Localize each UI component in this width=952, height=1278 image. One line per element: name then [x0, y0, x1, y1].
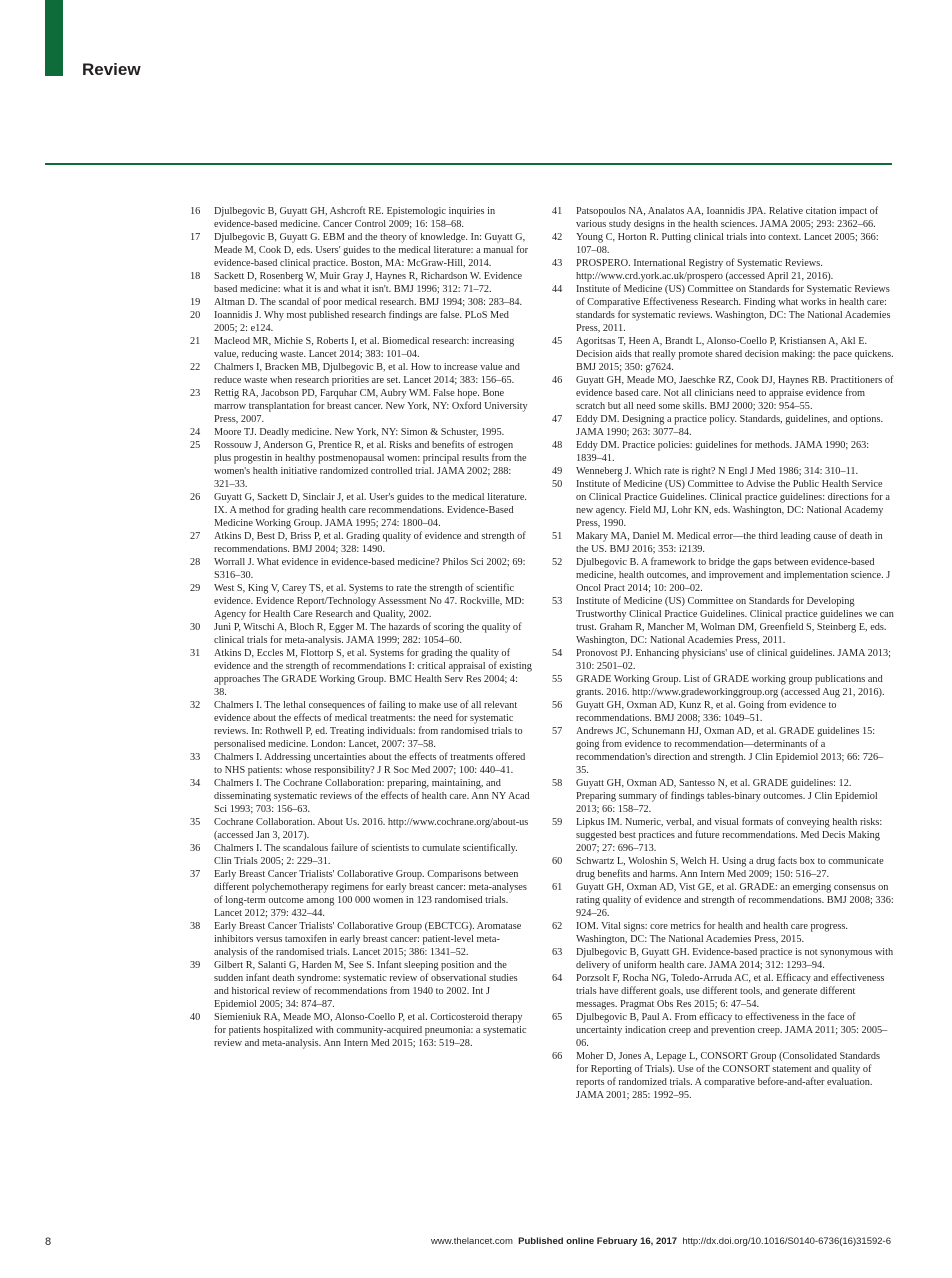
reference-text: Guyatt GH, Oxman AD, Vist GE, et al. GRADE: an emerging consensus on rating quality of evidence and strength of recommendations. BMJ 2008; 336: 924–26. — [576, 882, 894, 919]
reference-text: Guyatt GH, Meade MO, Jaeschke RZ, Cook DJ, Haynes RB. Practitioners of evidence based care. Not all clinicians need to appraise evidence from scratch but all need some skills. BMJ 2000; 320: 954–55. — [576, 375, 894, 412]
reference-text: Institute of Medicine (US) Committee to Advise the Public Health Service on Clinical Practice Guidelines. Clinical practice guidelines: directions for a new agency. Field MJ, Lohr KN, eds. Washington, DC: National Academy Press, 1990. — [576, 479, 890, 529]
reference-item — [190, 530, 532, 556]
reference-item — [190, 205, 532, 231]
reference-item — [552, 205, 894, 231]
reference-item — [552, 777, 894, 816]
reference-text: Rossouw J, Anderson G, Prentice R, et al. Risks and benefits of estrogen plus progestin in healthy postmenopausal women: principal results from the women's health initiative randomized controlled trial. JAMA 2002; 288: 321–33. — [214, 440, 527, 490]
reference-text: Djulbegovic B. A framework to bridge the gaps between evidence-based medicine, health outcomes, and improvement and implementation science. J Oncol Pract 2014; 10: 200–02. — [576, 557, 891, 594]
reference-text: Djulbegovic B, Paul A. From efficacy to effectiveness in the face of uncertainty indication creep and prevention creep. JAMA 2011; 305: 2005–06. — [576, 1012, 888, 1049]
reference-item — [190, 1011, 532, 1050]
reference-text: Gilbert R, Salanti G, Harden M, See S. Infant sleeping position and the sudden infant death syndrome: systematic review of observational studies and historical review of recommendations from 1940 to 2002. Int J Epidemiol 2005; 34: 874–87. — [214, 960, 518, 1010]
reference-number: 32 — [190, 700, 201, 711]
page-number: 8 — [45, 1236, 52, 1248]
reference-text: Andrews JC, Schunemann HJ, Oxman AD, et al. GRADE guidelines 15: going from evidence to recommendation—determinants of a recommendation's direction and strength. J Clin Epidemiol 2013; 66: 726–35. — [576, 726, 884, 776]
reference-item — [552, 413, 894, 439]
reference-item — [190, 842, 532, 868]
reference-item — [190, 556, 532, 582]
reference-item — [190, 582, 532, 621]
reference-item — [190, 621, 532, 647]
reference-item — [552, 816, 894, 855]
reference-item — [190, 959, 532, 1011]
reference-text: Makary MA, Daniel M. Medical error—the third leading cause of death in the US. BMJ 2016; 353: i2139. — [576, 531, 883, 555]
reference-number: 40 — [190, 1012, 201, 1023]
reference-item — [190, 777, 532, 816]
reference-text: Atkins D, Eccles M, Flottorp S, et al. Systems for grading the quality of evidence and the strength of recommendations I: critical appraisal of existing approaches The GRADE Working Group. BMC Health Serv Res 2004; 4: 38. — [214, 648, 532, 698]
reference-number: 25 — [190, 440, 201, 451]
reference-text: Altman D. The scandal of poor medical research. BMJ 1994; 308: 283–84. — [214, 297, 523, 308]
reference-number: 49 — [552, 466, 563, 477]
reference-text: IOM. Vital signs: core metrics for health and health care progress. Washington, DC: The National Academies Press, 2015. — [576, 921, 848, 945]
reference-text: Patsopoulos NA, Analatos AA, Ioannidis JPA. Relative citation impact of various study designs in the health sciences. JAMA 2005; 293: 2362–66. — [576, 206, 879, 230]
reference-item — [190, 816, 532, 842]
reference-text: Juni P, Witschi A, Bloch R, Egger M. The hazards of scoring the quality of clinical trials for meta-analysis. JAMA 1999; 282: 1054–60. — [214, 622, 522, 646]
reference-number: 53 — [552, 596, 563, 607]
reference-item — [552, 647, 894, 673]
reference-number: 51 — [552, 531, 563, 542]
reference-item — [552, 283, 894, 335]
reference-item — [552, 946, 894, 972]
reference-item — [190, 270, 532, 296]
reference-text: Cochrane Collaboration. About Us. 2016. http://www.cochrane.org/about-us (accessed Jan 3, 2017). — [214, 817, 529, 841]
reference-text: Moore TJ. Deadly medicine. New York, NY: Simon & Schuster, 1995. — [214, 427, 505, 438]
reference-text: Institute of Medicine (US) Committee on Standards for Systematic Reviews of Comparative Effectiveness Research. Finding what works in health care: standards for systematic reviews. Washington, DC: The National Academies Press, 2011. — [576, 284, 891, 334]
reference-text: Pronovost PJ. Enhancing physicians' use of clinical guidelines. JAMA 2013; 310: 2501–02. — [576, 648, 892, 672]
reference-item — [552, 530, 894, 556]
reference-number: 27 — [190, 531, 201, 542]
footer-citation — [431, 1236, 891, 1247]
reference-number: 18 — [190, 271, 201, 282]
reference-item — [552, 673, 894, 699]
reference-number: 42 — [552, 232, 563, 243]
footer-website[interactable]: www.thelancet.com — [431, 1236, 513, 1247]
reference-text: Guyatt GH, Oxman AD, Santesso N, et al. GRADE guidelines: 12. Preparing summary of findings tables-binary outcomes. J Clin Epidemiol 2013; 66: 158–72. — [576, 778, 878, 815]
references-left-column — [190, 205, 532, 1050]
reference-item — [190, 387, 532, 426]
reference-text: Macleod MR, Michie S, Roberts I, et al. Biomedical research: increasing value, reducing waste. Lancet 2014; 383: 101–04. — [214, 336, 515, 360]
reference-text: Eddy DM. Designing a practice policy. Standards, guidelines, and options. JAMA 1990; 263: 3077–84. — [576, 414, 884, 438]
reference-text: Agoritsas T, Heen A, Brandt L, Alonso-Coello P, Kristiansen A, Akl E. Decision aids that really promote shared decision making: the pace quickens. BMJ 2015; 350: g7624. — [576, 336, 894, 373]
reference-item — [552, 699, 894, 725]
reference-number: 44 — [552, 284, 563, 295]
reference-number: 21 — [190, 336, 201, 347]
reference-item — [190, 309, 532, 335]
reference-item — [190, 296, 532, 309]
reference-text: GRADE Working Group. List of GRADE working group publications and grants. 2016. http://www.gradeworkinggroup.org (accessed Aug 21, 2016). — [576, 674, 885, 698]
reference-text: Atkins D, Best D, Briss P, et al. Grading quality of evidence and strength of recommendations. BMJ 2004; 328: 1490. — [214, 531, 526, 555]
reference-number: 46 — [552, 375, 563, 386]
footer-doi[interactable]: http://dx.doi.org/10.1016/S0140-6736(16)31592-6 — [682, 1236, 891, 1247]
reference-text: Chalmers I, Bracken MB, Djulbegovic B, et al. How to increase value and reduce waste when research priorities are set. Lancet 2014; 383: 156–65. — [214, 362, 520, 386]
reference-text: Chalmers I. The lethal consequences of failing to make use of all relevant evidence about the effects of medical treatments: the need for systematic reviews. In: Rothwell P, ed. Treating individuals: from randomised trials to personalised medicine. London: Lancet, 2007: 37–58. — [214, 700, 523, 750]
reference-number: 52 — [552, 557, 563, 568]
reference-number: 65 — [552, 1012, 563, 1023]
reference-item — [552, 595, 894, 647]
reference-item — [552, 335, 894, 374]
reference-number: 60 — [552, 856, 563, 867]
reference-number: 50 — [552, 479, 563, 490]
reference-number: 39 — [190, 960, 201, 971]
reference-text: Moher D, Jones A, Lepage L, CONSORT Group (Consolidated Standards for Reporting of Trials). Use of the CONSORT statement and quality of reports of randomized trials. A comparative before-and-after evaluation. JAMA 2001; 285: 1992–95. — [576, 1051, 881, 1101]
reference-number: 16 — [190, 206, 201, 217]
reference-number: 57 — [552, 726, 563, 737]
reference-number: 34 — [190, 778, 201, 789]
reference-text: Wenneberg J. Which rate is right? N Engl J Med 1986; 314: 310–11. — [576, 466, 859, 477]
reference-item — [552, 257, 894, 283]
reference-text: Institute of Medicine (US) Committee on Standards for Developing Trustworthy Clinical Practice Guidelines. Clinical practice guidelines we can trust. Graham R, Mancher M, Wolman DM, Greenfield S, Steinberg E, eds. Washington, DC: National Academies Press, 2011. — [576, 596, 894, 646]
reference-text: Early Breast Cancer Trialists' Collaborative Group. Comparisons between different polychemotherapy regimens for early breast cancer: meta-analyses of long-term outcome among 100 000 women in 123 randomised trials. Lancet 2012; 379: 432–44. — [214, 869, 527, 919]
reference-item — [190, 335, 532, 361]
reference-item — [190, 361, 532, 387]
reference-item — [552, 972, 894, 1011]
reference-number: 38 — [190, 921, 201, 932]
reference-text: Eddy DM. Practice policies: guidelines for methods. JAMA 1990; 263: 1839–41. — [576, 440, 870, 464]
reference-number: 66 — [552, 1051, 563, 1062]
reference-number: 22 — [190, 362, 201, 373]
reference-number: 19 — [190, 297, 201, 308]
reference-number: 26 — [190, 492, 201, 503]
reference-text: Guyatt G, Sackett D, Sinclair J, et al. User's guides to the medical literature. IX. A method for grading health care recommendations. Evidence-Based Medicine Working Group. JAMA 1995; 274: 1800–04. — [214, 492, 527, 529]
reference-number: 58 — [552, 778, 563, 789]
reference-text: Schwartz L, Woloshin S, Welch H. Using a drug facts box to communicate drug benefits and harms. Ann Intern Med 2009; 150: 516–27. — [576, 856, 884, 880]
reference-text: Djulbegovic B, Guyatt G. EBM and the theory of knowledge. In: Guyatt G, Meade M, Cook D, eds. Users' guides to the medical literature: a manual for evidence-based clinical practice. Boston, MA: McGraw-Hill, 2014. — [214, 232, 529, 269]
reference-number: 55 — [552, 674, 563, 685]
reference-item — [552, 478, 894, 530]
reference-item — [190, 868, 532, 920]
reference-number: 23 — [190, 388, 201, 399]
reference-item — [552, 231, 894, 257]
accent-bar — [45, 0, 63, 76]
reference-number: 54 — [552, 648, 563, 659]
reference-text: Chalmers I. The scandalous failure of scientists to cumulate scientifically. Clin Trials 2005; 2: 229–31. — [214, 843, 518, 867]
reference-text: Djulbegovic B, Guyatt GH, Ashcroft RE. Epistemologic inquiries in evidence-based medicine. Cancer Control 2009; 16: 158–68. — [214, 206, 496, 230]
reference-number: 35 — [190, 817, 201, 828]
reference-text: West S, King V, Carey TS, et al. Systems to rate the strength of scientific evidence. Evidence Report/Technology Assessment No 47. Rockville, MD: Agency for Health Care Research and Quality, 2002. — [214, 583, 525, 620]
reference-number: 30 — [190, 622, 201, 633]
footer-published: Published online February 16, 2017 — [518, 1236, 678, 1247]
reference-number: 36 — [190, 843, 201, 854]
reference-number: 62 — [552, 921, 563, 932]
reference-number: 59 — [552, 817, 563, 828]
reference-number: 47 — [552, 414, 563, 425]
reference-number: 28 — [190, 557, 201, 568]
reference-number: 31 — [190, 648, 201, 659]
reference-number: 29 — [190, 583, 201, 594]
reference-text: Djulbegovic B, Guyatt GH. Evidence-based practice is not synonymous with delivery of uniform health care. JAMA 2014; 312: 1293–94. — [576, 947, 894, 971]
reference-number: 33 — [190, 752, 201, 763]
header-rule — [45, 163, 892, 165]
reference-text: Worrall J. What evidence in evidence-based medicine? Philos Sci 2002; 69: S316–30. — [214, 557, 526, 581]
reference-text: Sackett D, Rosenberg W, Muir Gray J, Haynes R, Richardson W. Evidence based medicine: what it is and what it isn't. BMJ 1996; 312: 71–72. — [214, 271, 523, 295]
reference-number: 45 — [552, 336, 563, 347]
reference-text: Porzsolt F, Rocha NG, Toledo-Arruda AC, et al. Efficacy and effectiveness trials have different goals, use different tools, and generate different messages. Pragmat Obs Res 2015; 6: 47–54. — [576, 973, 885, 1010]
reference-text: Rettig RA, Jacobson PD, Farquhar CM, Aubry WM. False hope. Bone marrow transplantation for breast cancer. New York, NY: Oxford University Press, 2007. — [214, 388, 528, 425]
reference-text: Chalmers I. Addressing uncertainties about the effects of treatments offered to NHS patients: whose responsibility? J R Soc Med 2007; 100: 440–41. — [214, 752, 526, 776]
reference-text: Guyatt GH, Oxman AD, Kunz R, et al. Going from evidence to recommendations. BMJ 2008; 336: 1049–51. — [576, 700, 837, 724]
reference-text: Early Breast Cancer Trialists' Collaborative Group (EBCTCG). Aromatase inhibitors versus tamoxifen in early breast cancer: patient-level meta-analysis of the randomised trials. Lancet 2015; 386: 1341–52. — [214, 921, 522, 958]
section-label: Review — [82, 60, 141, 79]
reference-item — [190, 699, 532, 751]
reference-item — [552, 725, 894, 777]
reference-item — [552, 439, 894, 465]
reference-number: 61 — [552, 882, 563, 893]
reference-item — [552, 1011, 894, 1050]
reference-text: Chalmers I. The Cochrane Collaboration: preparing, maintaining, and disseminating systematic reviews of the effects of health care. Ann NY Acad Sci 1993; 703: 156–63. — [214, 778, 530, 815]
reference-item — [190, 920, 532, 959]
reference-number: 24 — [190, 427, 201, 438]
references-right-column — [552, 205, 894, 1102]
reference-number: 37 — [190, 869, 201, 880]
reference-item — [190, 491, 532, 530]
reference-text: Young C, Horton R. Putting clinical trials into context. Lancet 2005; 366: 107–08. — [576, 232, 879, 256]
reference-number: 17 — [190, 232, 201, 243]
reference-item — [190, 647, 532, 699]
reference-item — [552, 881, 894, 920]
reference-number: 56 — [552, 700, 563, 711]
reference-item — [552, 465, 894, 478]
reference-text: Lipkus IM. Numeric, verbal, and visual formats of conveying health risks: suggested best practices and future recommendations. Med Decis Making 2007; 27: 696–713. — [576, 817, 883, 854]
reference-number: 63 — [552, 947, 563, 958]
reference-number: 43 — [552, 258, 563, 269]
reference-item — [190, 439, 532, 491]
reference-number: 64 — [552, 973, 563, 984]
reference-number: 48 — [552, 440, 563, 451]
reference-item — [552, 1050, 894, 1102]
reference-text: Ioannidis J. Why most published research findings are false. PLoS Med 2005; 2: e124. — [214, 310, 509, 334]
reference-number: 41 — [552, 206, 563, 217]
reference-item — [552, 920, 894, 946]
reference-item — [190, 231, 532, 270]
reference-text: PROSPERO. International Registry of Systematic Reviews. http://www.crd.york.ac.uk/prospero (accessed April 21, 2016). — [576, 258, 834, 282]
reference-text: Siemieniuk RA, Meade MO, Alonso-Coello P, et al. Corticosteroid therapy for patients hospitalized with community-acquired pneumonia: a systematic review and meta-analysis. Ann Intern Med 2015; 163: 519–28. — [214, 1012, 527, 1049]
reference-item — [190, 426, 532, 439]
reference-item — [190, 751, 532, 777]
reference-item — [552, 374, 894, 413]
reference-item — [552, 556, 894, 595]
reference-item — [552, 855, 894, 881]
reference-number: 20 — [190, 310, 201, 321]
